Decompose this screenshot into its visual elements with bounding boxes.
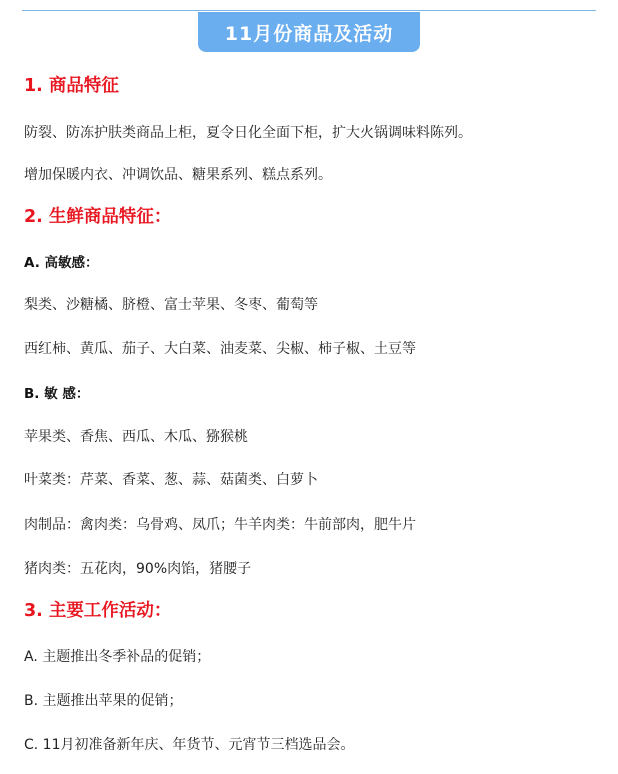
top-rule (22, 10, 596, 11)
paragraph: B. 主题推出苹果的促销； (24, 693, 183, 709)
paragraph: A. 主题推出冬季补品的促销； (24, 649, 211, 665)
subheading-b: B. 敏 感： (24, 386, 90, 402)
paragraph: 梨类、沙糖橘、脐橙、富士苹果、冬枣、葡萄等 (24, 297, 318, 313)
paragraph: 苹果类、香焦、西瓜、木瓜、猕猴桃 (24, 429, 248, 445)
paragraph: 增加保暖内衣、冲调饮品、糖果系列、糕点系列。 (24, 167, 332, 183)
paragraph: C. 11月初准备新年庆、年货节、元宵节三档选品会。 (24, 737, 355, 753)
banner-title: 11月份商品及活动 (198, 12, 420, 52)
paragraph: 肉制品：禽肉类：乌骨鸡、凤爪；牛羊肉类：牛前部肉，肥牛片 (24, 517, 416, 533)
paragraph: 防裂、防冻护肤类商品上柜，夏令日化全面下柜，扩大火锅调味料陈列。 (24, 125, 472, 141)
paragraph: 叶菜类：芹菜、香菜、葱、蒜、菇菌类、白萝卜 (24, 472, 318, 488)
section-heading-2: 2. 生鲜商品特征： (24, 207, 172, 227)
subheading-a: A. 高敏感： (24, 255, 99, 271)
paragraph: 猪肉类：五花肉，90%肉馅，猪腰子 (24, 561, 252, 577)
paragraph: 西红柿、黄瓜、茄子、大白菜、油麦菜、尖椒、柿子椒、土豆等 (24, 341, 416, 357)
section-heading-3: 3. 主要工作活动： (24, 601, 172, 621)
section-heading-1: 1. 商品特征 (24, 76, 119, 96)
